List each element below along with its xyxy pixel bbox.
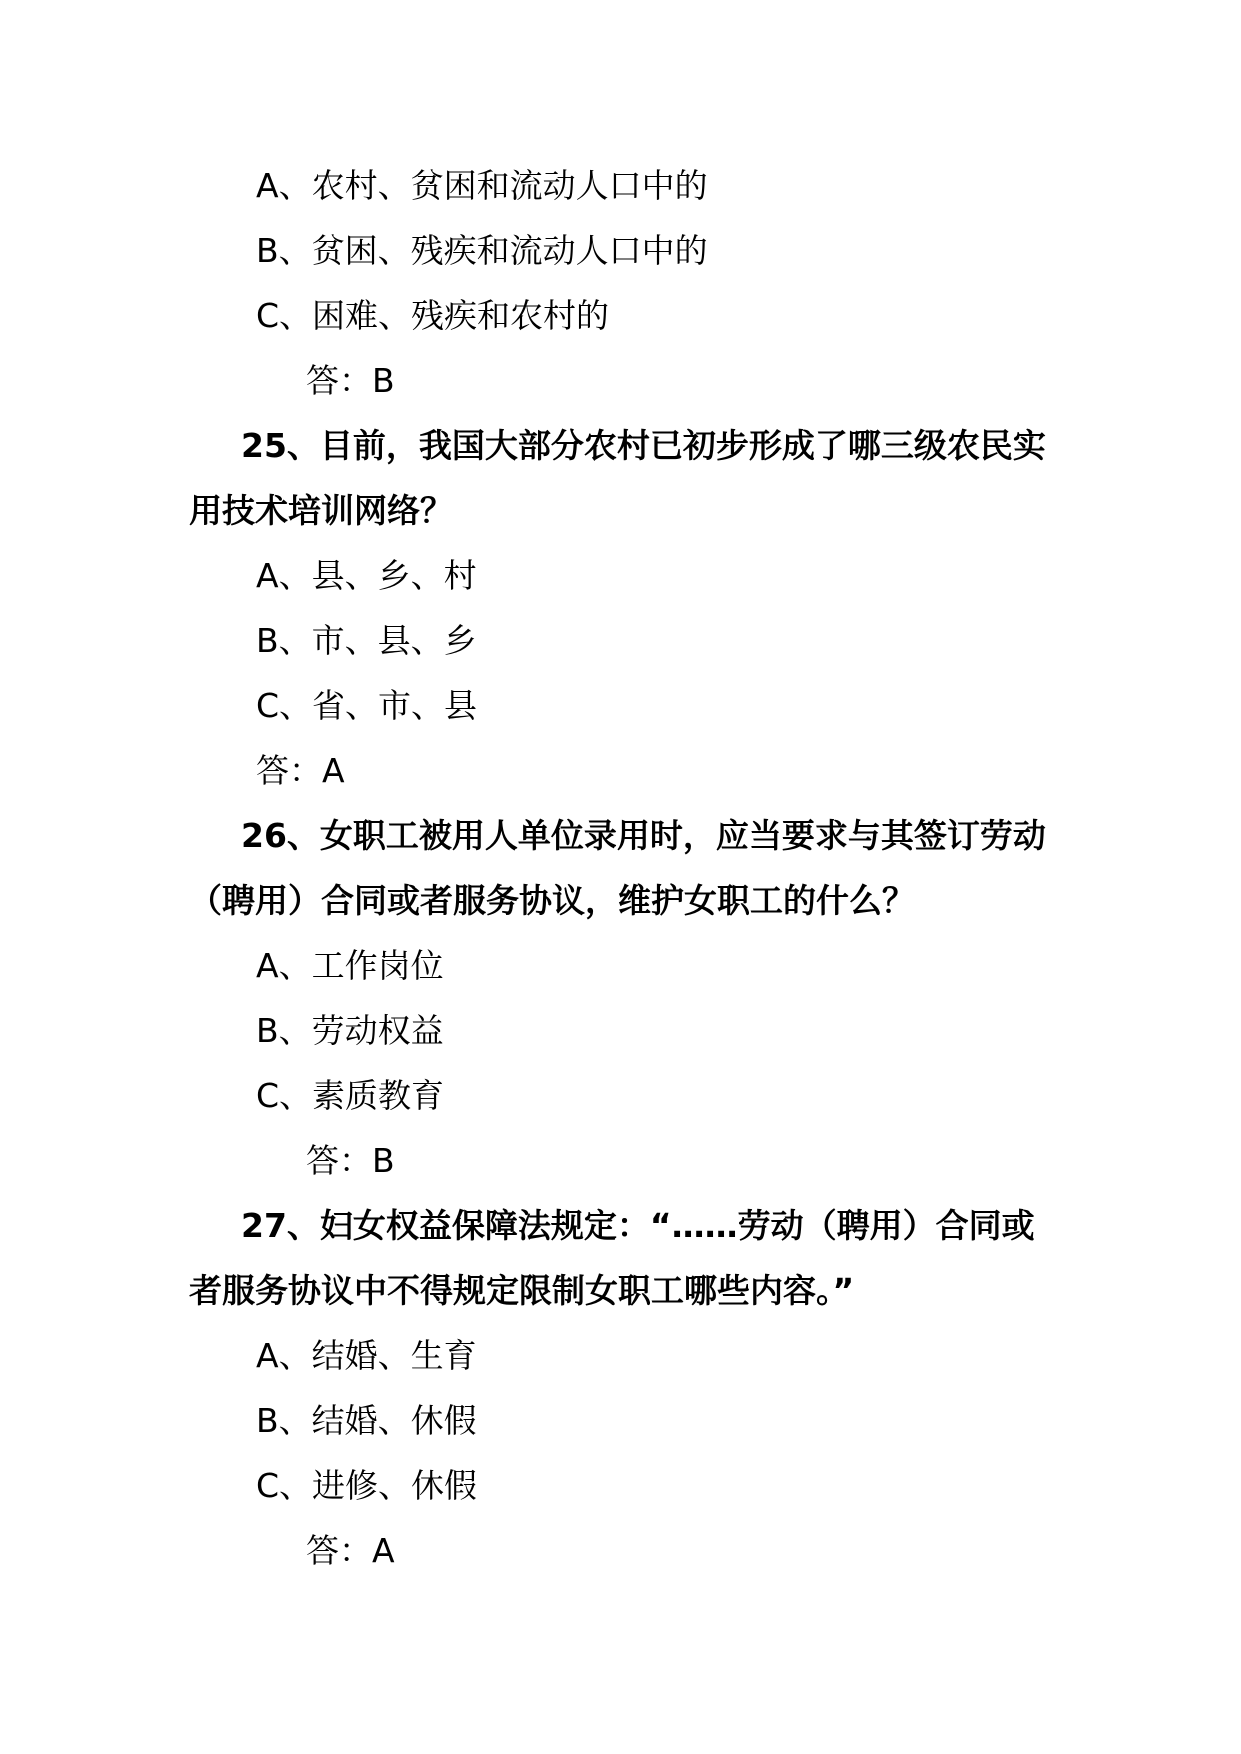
q25-option-b: B、市、县、乡 <box>256 621 477 660</box>
q27-option-a: A、结婚、生育 <box>256 1336 477 1375</box>
q25-option-c: C、省、市、县 <box>256 686 478 725</box>
q27-question-line2: 者服务协议中不得规定限制女职工哪些内容。” <box>189 1271 855 1310</box>
q26-question-line2: （聘用）合同或者服务协议，维护女职工的什么？ <box>189 881 915 920</box>
q24-option-a: A、农村、贫困和流动人口中的 <box>256 166 708 205</box>
q27-option-c: C、进修、休假 <box>256 1466 478 1505</box>
q25-question-line2: 用技术培训网络？ <box>189 491 453 530</box>
q24-answer: 答：B <box>306 361 395 400</box>
q26-question-line1: 26、女职工被用人单位录用时，应当要求与其签订劳动 <box>241 816 1046 855</box>
q25-option-a: A、县、乡、村 <box>256 556 477 595</box>
q26-option-c: C、素质教育 <box>256 1076 445 1115</box>
q25-question-line1: 25、目前，我国大部分农村已初步形成了哪三级农民实 <box>241 426 1046 465</box>
q24-option-c: C、困难、残疾和农村的 <box>256 296 610 335</box>
q27-option-b: B、结婚、休假 <box>256 1401 477 1440</box>
q26-answer: 答：B <box>306 1141 395 1180</box>
q25-answer: 答：A <box>256 751 345 790</box>
q27-answer: 答：A <box>306 1531 395 1570</box>
q27-question-line1: 27、妇女权益保障法规定：“……劳动（聘用）合同或 <box>241 1206 1035 1245</box>
q26-option-b: B、劳动权益 <box>256 1011 444 1050</box>
q24-option-b: B、贫困、残疾和流动人口中的 <box>256 231 708 270</box>
q26-option-a: A、工作岗位 <box>256 946 444 985</box>
